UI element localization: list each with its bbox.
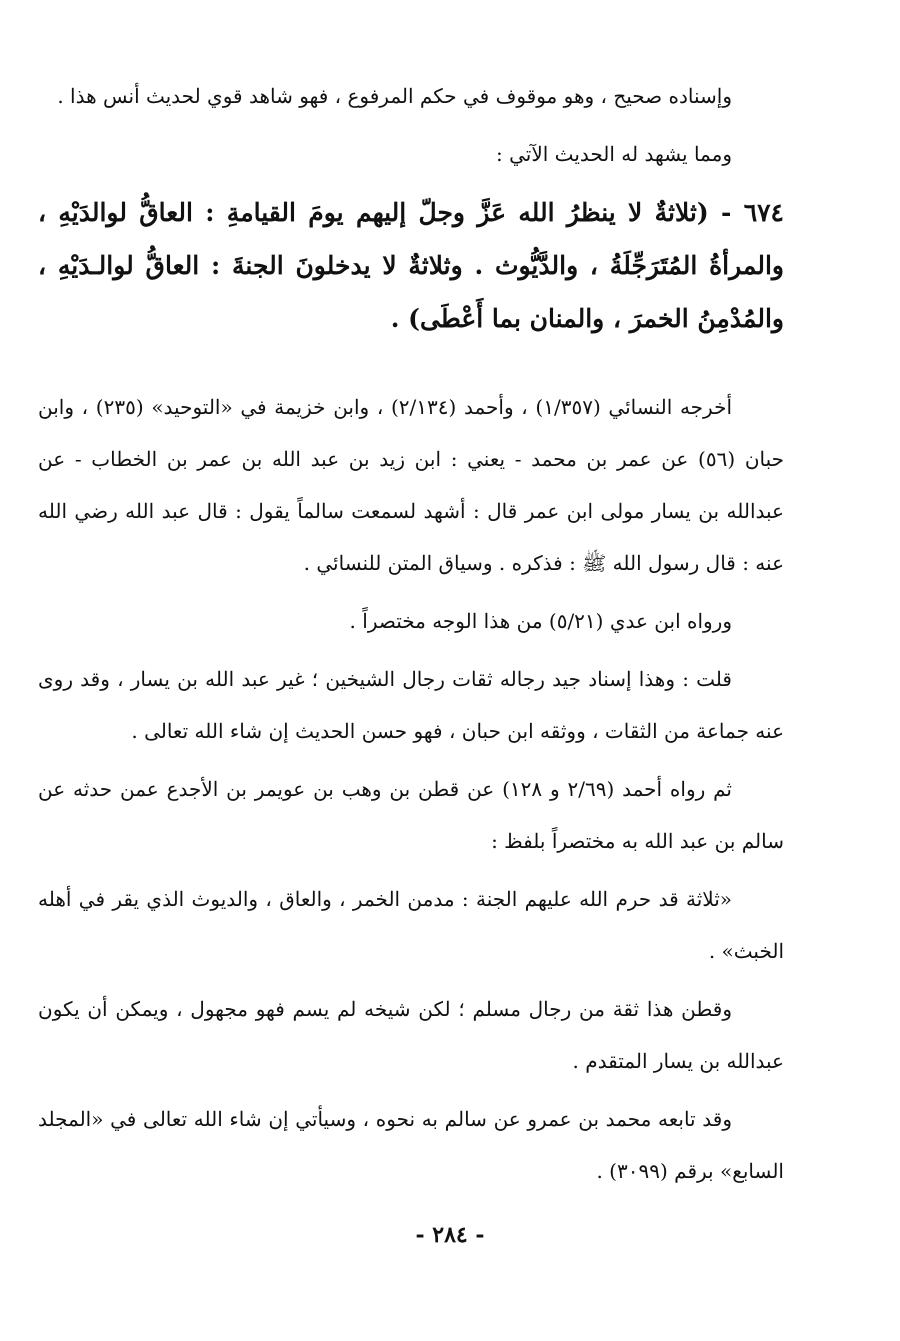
paragraph-2: ومما يشهد له الحديث الآتي : [496,142,732,166]
paragraph-9: وقد تابعه محمد بن عمرو عن سالم به نحوه ، وسيأتي إن شاء الله تعالى في «المجلد السابع» برقم (٣٠٩٩) . [38,1107,784,1183]
paragraph-6: ثم رواه أحمد (٢/٦٩ و ١٢٨) عن قطن بن وهب بن عويمر بن الأجدع عمن حدثه عن سالم بن عبد الله به مختصراً بلفظ : [38,777,784,853]
paragraph-7: «ثلاثة قد حرم الله عليهم الجنة : مدمن الخمر ، والعاق ، والديوث الذي يقر في أهله الخبث» . [38,887,784,963]
page-body [38,70,784,1203]
page-number: - ٢٨٤ - [415,1222,485,1248]
hadith-text: ٦٧٤ - (ثلاثةٌ لا ينظرُ الله عَزَّ وجلّ إليهم يومَ القيامةِ : العاقُّ لوالدَيْهِ ، والمرأةُ المُتَرَجِّلَةُ ، والدَّيُّوث . وثلاثةٌ لا يدخلونَ الجنةَ : العاقُّ لوالـدَيْهِ ، والمُدْمِنُ الخمرَ ، والمنان بما أَعْطَى) . [38,198,784,333]
paragraph-1: وإسناده صحيح ، وهو موقوف في حكم المرفوع ، فهو شاهد قوي لحديث أنس هذا . [57,84,732,108]
paragraph-3: أخرجه النسائي (١/٣٥٧) ، وأحمد (٢/١٣٤) ، وابن خزيمة في «التوحيد» (٢٣٥) ، وابن حبان (٥٦) عن عمر بن محمد - يعني : ابن زيد بن عبد الله بن عمر بن الخطاب - عن عبدالله بن يسار مولى ابن عمر قال : أشهد لسمعت سالماً يقول : قال عبد الله رضي الله عنه : قال رسول الله ﷺ : فذكره . وسياق المتن للنسائي . [38,395,785,575]
paragraph-5: قلت : وهذا إسناد جيد رجاله ثقات رجال الشيخين ؛ غير عبد الله بن يسار ، وقد روى عنه جماعة من الثقات ، ووثقه ابن حبان ، فهو حسن الحديث إن شاء الله تعالى . [38,667,784,743]
paragraph-4: ورواه ابن عدي (٥/٢١) من هذا الوجه مختصراً . [349,609,732,633]
paragraph-8: وقطن هذا ثقة من رجال مسلم ؛ لكن شيخه لم يسم فهو مجهول ، ويمكن أن يكون عبدالله بن يسار المتقدم . [38,997,784,1073]
